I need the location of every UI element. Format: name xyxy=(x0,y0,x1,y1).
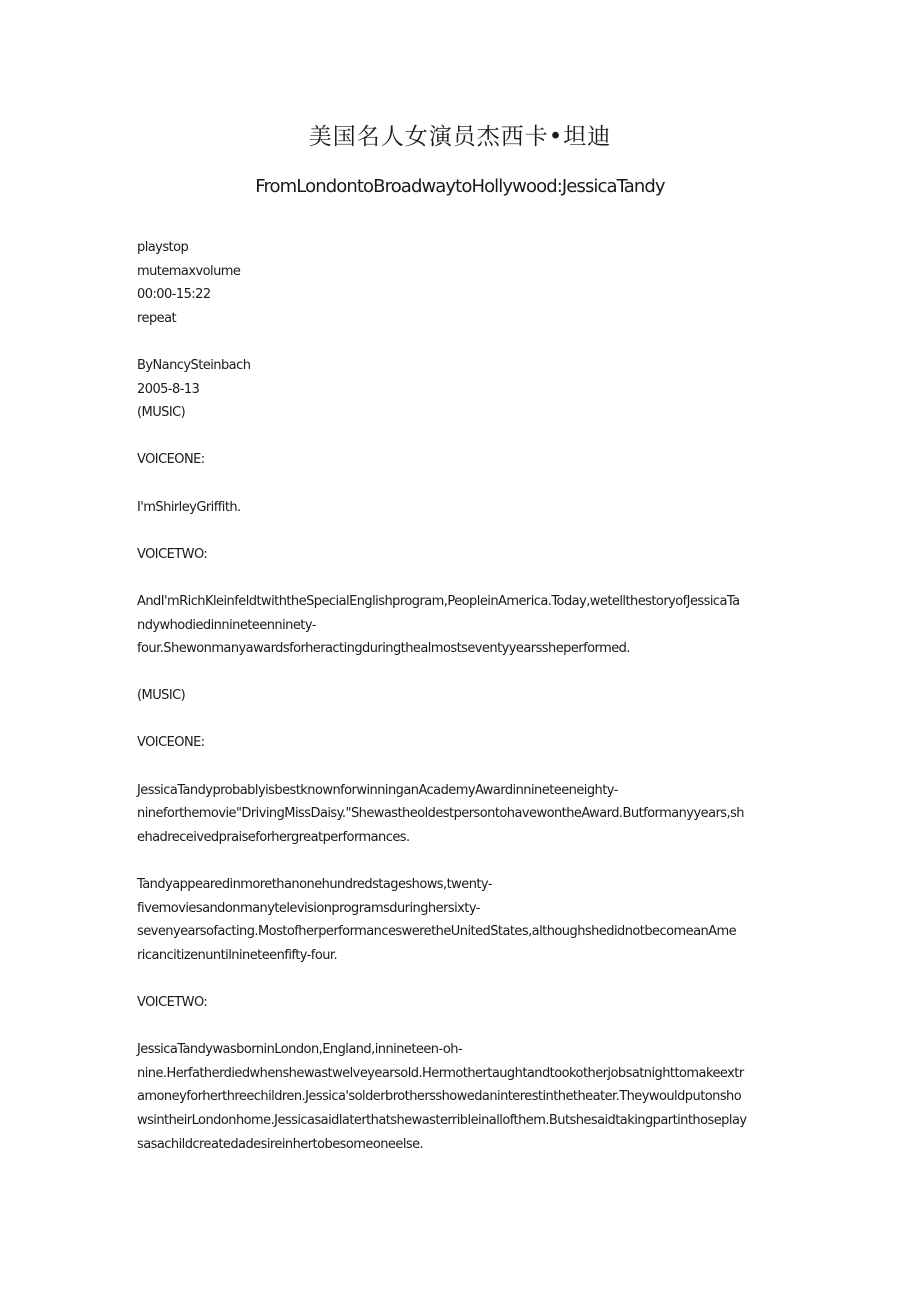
spacer xyxy=(137,849,782,873)
paragraph-line: Tandyappearedinmorethanonehundredstageshows,twenty- xyxy=(137,877,492,893)
paragraph-line: wsintheirLondonhome.Jessicasaidlaterthatshewasterribleinallofthem.Butshesaidtakingpartinthosepla​y xyxy=(137,1112,747,1128)
paragraph-line: AndI'mRichKleinfeldtwiththeSpecialEnglishprogram,PeopleinAmerica.Today,wetellthestoryofJessicaTa xyxy=(137,593,740,609)
spacer xyxy=(137,967,782,991)
document-body xyxy=(137,236,782,1156)
byline-author: ByNancySteinbach xyxy=(137,357,251,373)
speaker-label: VOICEONE: xyxy=(137,452,205,468)
paragraph-line: amoneyforherthreechildren.Jessica'solderbrothersshowedaninterestinthetheater.Theywouldputonsho xyxy=(137,1089,742,1105)
speaker-label: VOICETWO: xyxy=(137,995,208,1010)
paragraph-line: sevenyearsofacting.MostofherperformancesweretheUnitedStates,althoughshedidnotbecomeanAme xyxy=(137,924,737,940)
player-time: 00:00-15:22 xyxy=(137,287,211,303)
paragraph-line: fivemoviesandonmanytelevisionprogramsduringhersixty- xyxy=(137,900,480,916)
spacer xyxy=(137,1015,782,1039)
paragraph-line: I'mShirleyGriffith. xyxy=(137,499,241,515)
player-repeat: repeat xyxy=(137,310,177,326)
music-cue: (MUSIC) xyxy=(137,405,186,421)
music-cue: (MUSIC) xyxy=(137,688,186,704)
paragraph-line: ricancitizenuntilnineteenfifty-four. xyxy=(137,947,338,963)
speaker-label: VOICETWO: xyxy=(137,546,208,562)
page-title-english: FromLondontoBroadwaytoHollywood:JessicaTandy xyxy=(255,176,665,197)
player-controls-mute-volume: mutemaxvolume xyxy=(137,263,241,279)
spacer xyxy=(137,566,782,590)
paragraph-line: ninefor​themovie"DrivingMissDaisy."ShewastheoldestpersontohavewontheAward.Butformanyyears,sh xyxy=(137,806,744,822)
spacer xyxy=(137,425,782,449)
byline-date: 2005-8-13 xyxy=(137,381,200,397)
spacer xyxy=(137,519,782,543)
paragraph-line: sasachildcreatedadesireinhertobesomeoneelse. xyxy=(137,1136,424,1152)
spacer xyxy=(137,708,782,732)
spacer xyxy=(137,472,782,496)
page-title-chinese: 美国名人女演员杰西卡•坦迪 xyxy=(308,124,612,150)
paragraph-line: JessicaTandyprobablyisbestknownforwinninganAcademyAwardinnineteeneighty- xyxy=(137,782,618,798)
paragraph-line: nine.Herfatherdiedwhenshewastwelveyearsold.Hermothertaughtandtookotherjobsatnighttomakeextr xyxy=(137,1065,744,1081)
paragraph-line: ehadreceivedpraiseforhergreatperformances. xyxy=(137,829,410,845)
paragraph-line: four.Shewonmanyawardsforheractingduringthealmostseventyyearssheperformed. xyxy=(137,641,630,657)
spacer xyxy=(137,755,782,779)
spacer xyxy=(137,661,782,685)
spacer xyxy=(137,330,782,354)
player-controls-play-stop: playstop xyxy=(137,240,189,255)
paragraph-line: JessicaTandywasborninLondon,England,innineteen-oh- xyxy=(137,1042,463,1058)
speaker-label: VOICEONE: xyxy=(137,735,205,751)
paragraph-line: ndywhodiedinnineteenninety- xyxy=(137,617,316,633)
